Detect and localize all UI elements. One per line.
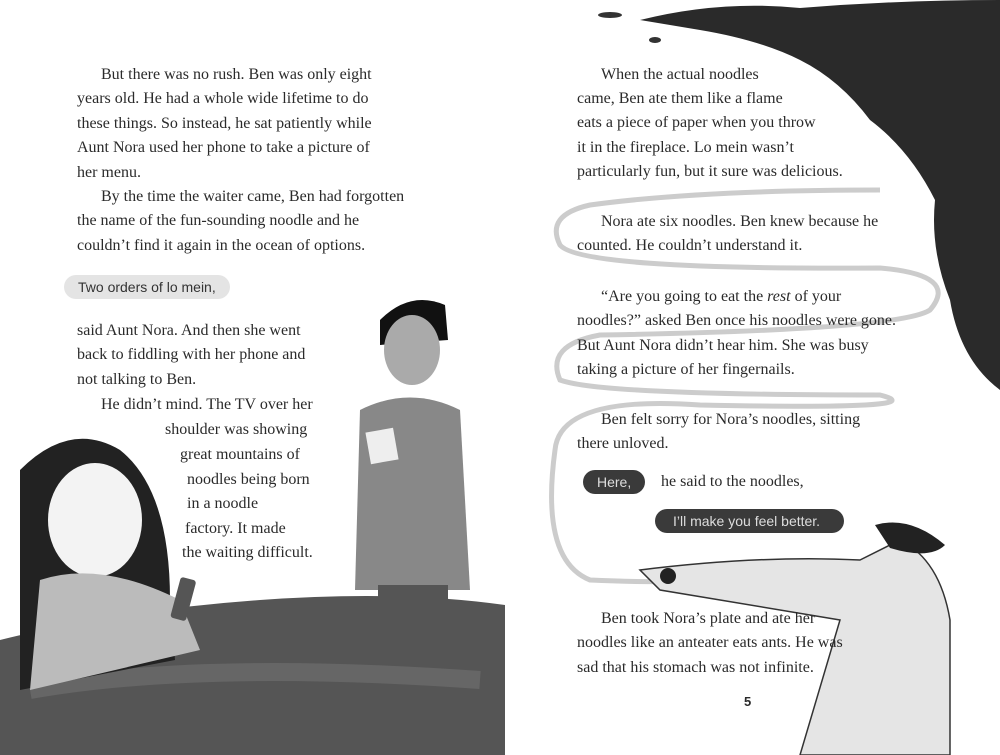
text-line: Ben felt sorry for Nora’s noodles, sitting <box>601 411 861 428</box>
text-segment: “Are you going to eat the <box>601 288 768 305</box>
text-line: sad that his stomach was not infinite. <box>577 659 814 676</box>
text-line: factory. It made <box>185 520 286 537</box>
text-line: years old. He had a whole wide lifetime to do <box>77 90 369 107</box>
text-line: particularly fun, but it sure was delicious. <box>577 163 843 180</box>
aunt-nora-illustration <box>20 439 200 690</box>
text-line: By the time the waiter came, Ben had forgotten <box>101 188 405 205</box>
speech-bubble: Two orders of lo mein, <box>64 275 230 299</box>
text-line: Aunt Nora used her phone to take a picture of <box>77 139 370 156</box>
text-line: came, Ben ate them like a flame <box>577 90 783 107</box>
text-line: noodles?” asked Ben once his noodles were gone. <box>577 312 897 329</box>
text-line: in a noodle <box>187 495 259 512</box>
text-line: these things. So instead, he sat patiently while <box>77 115 372 132</box>
text-line: When the actual noodles <box>601 66 759 83</box>
speech-bubble-better: I’ll make you feel better. <box>655 509 844 533</box>
text-segment: of your <box>790 288 842 305</box>
waiter-illustration <box>355 300 470 645</box>
text-line: He didn’t mind. The TV over her <box>101 396 313 413</box>
text-line: great mountains of <box>180 446 300 463</box>
text-line: couldn’t find it again in the ocean of options. <box>77 237 366 254</box>
text-line: But there was no rush. Ben was only eight <box>101 66 372 83</box>
text-line: counted. He couldn’t understand it. <box>577 237 803 254</box>
text-line <box>601 287 841 307</box>
text-line: said Aunt Nora. And then she went <box>77 322 301 339</box>
text-line: noodles being born <box>187 471 310 488</box>
text-line: But Aunt Nora didn’t hear him. She was busy <box>577 337 869 354</box>
text-line: taking a picture of her fingernails. <box>577 361 795 378</box>
text-line: shoulder was showing <box>165 421 308 438</box>
emphasis: rest <box>767 288 791 305</box>
text-line: noodles like an anteater eats ants. He was <box>577 634 843 651</box>
speech-bubble-here: Here, <box>583 470 645 494</box>
text-line: eats a piece of paper when you throw <box>577 114 816 131</box>
text-line: the waiting difficult. <box>182 544 313 561</box>
text-line: it in the fireplace. Lo mein wasn’t <box>577 139 794 156</box>
text-line: he said to the noodles, <box>661 473 804 490</box>
text-line: Ben took Nora’s plate and ate her <box>601 610 816 627</box>
text-line: Nora ate six noodles. Ben knew because he <box>601 213 879 230</box>
text-line: not talking to Ben. <box>77 371 197 388</box>
text-line: there unloved. <box>577 435 669 452</box>
text-line: back to fiddling with her phone and <box>77 346 306 363</box>
page-number: 5 <box>744 694 752 709</box>
text-line: the name of the fun-sounding noodle and he <box>77 212 360 229</box>
text-line: her menu. <box>77 164 141 181</box>
